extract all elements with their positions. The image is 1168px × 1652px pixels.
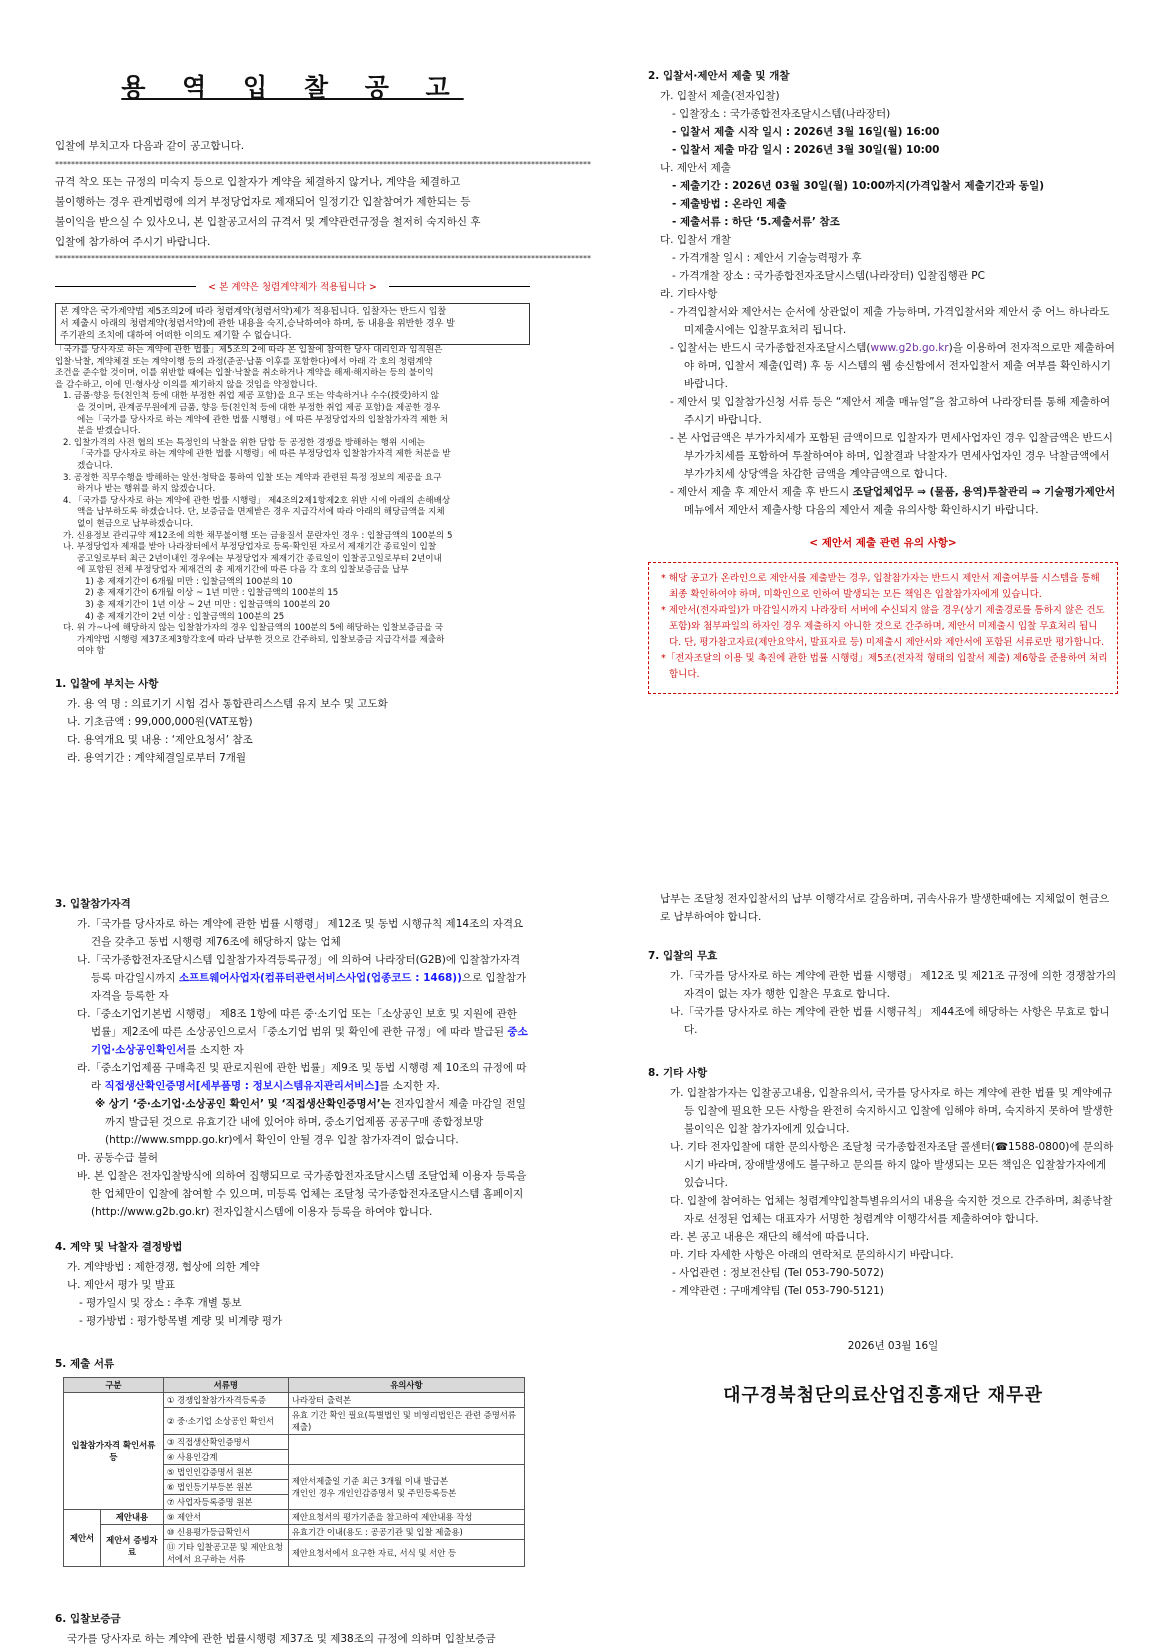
section-3-da [67,1005,530,1059]
section-7-heading: 7. 입찰의 무효 [648,950,718,962]
subgroup-cell: 제안내용 [101,1510,164,1525]
note-cell [288,1465,524,1510]
clean-contract-line: 2. 입찰가격의 사전 협의 또는 특정인의 낙찰을 위한 담합 등 공정한 경쟁을 방해하는 행위 시에는 [63,437,425,448]
box-line: 서 제출시 아래의 청렴계약(청렴서약)에 관한 내용을 숙지,승낙하여야 하며, 동 내용을 위반한 경우 발 [60,319,455,329]
section-3-heading: 3. 입찰참가자격 [55,898,131,910]
section-2-d: 라. 기타사항 [660,288,718,300]
text: 를 소지한 자 [186,1044,244,1056]
section-2-c1: - 가격개찰 일시 : 제안서 기술능력평가 후 [672,252,862,264]
divider [55,286,196,287]
left-column-bottom [55,890,530,1648]
section-2-a1: - 입찰장소 : 국가종합전자조달시스템(나라장터) [672,108,891,120]
section-8-heading: 8. 기타 사항 [648,1067,708,1079]
text: 메뉴에서 제안서 제출사항 다음의 제안서 제출 유의사항 확인하시기 바랍니다. [684,504,1039,516]
doc-cell: ④ 사용인감계 [163,1450,288,1465]
section-8-na: 나. 기타 전자입찰에 대한 문의사항은 조달청 국가종합전자조달 콜센터(☎1588-0800)에 문의하시기 바라며, 장애발생에도 불구하고 문의를 하지 않아 발생되는 모든 책임은 입찰참가자에게 있습니다. [670,1141,1114,1189]
clean-contract-line: 입찰·낙찰, 계약체결 또는 계약이행 등의 과정(준공·납품 이후를 포함한다)에서 아래 각 호의 청렴계약 [55,356,433,367]
issuer-organization: 대구경북첨단의료산업진흥재단 재무관 [723,1385,1043,1406]
table-header-row [64,1378,525,1393]
clean-contract-line: 에 포함된 전체 부정당업자 제재건의 총 제재기간에 따른 다음 각 호의 입찰보증금을 납부 [77,565,409,576]
section-2-b: 나. 제안서 제출 [660,162,731,174]
warning-line: 불이익을 받으실 수 있사오니, 본 입찰공고서의 규격서 및 계약관련규정을 철저히 숙지하신 후 [55,216,481,228]
clean-contract-box [55,303,530,345]
section-2-b3: - 제출서류 : 하단 ‘5.제출서류’ 참조 [672,216,840,228]
clean-contract-line: 1) 총 제재기간이 6개월 미만 : 입찰금액의 100분의 10 [85,576,293,587]
clean-contract-line: 「국가를 당사자로 하는 계약에 관한 법률」제5조의 2에 따라 본 입찰에 참여한 당사 대리인과 임직원은 [55,345,443,355]
table-header: 서류명 [163,1378,288,1393]
group-cell: 입찰참가자격 확인서류 등 [64,1393,164,1510]
section-1-item: 나. 기초금액 : 99,000,000원(VAT포함) [67,716,253,729]
section-1-item: 가. 용 역 명 : 의료기기 시험 검사 통합관리스스템 유지 보수 및 고도화 [67,698,388,711]
clean-contract-heading [55,279,530,293]
section-3-note [67,1095,530,1149]
section-8-body [648,1084,1118,1300]
section-4-heading: 4. 계약 및 낙찰자 결정방법 [55,1241,183,1253]
g2b-link[interactable]: www.g2b.go.kr [870,342,949,354]
section-2-d1: - 가격입찰서와 제안서는 순서에 상관없이 제출 가능하며, 가격입찰서와 제안서 중 어느 하나라도 미제출시에는 입찰무효처리 됩니다. [670,306,1110,336]
box-line: 주기관의 조치에 대하여 어떠한 이의도 제기할 수 없습니다. [60,331,292,341]
clean-contract-line: 다. 위 가~나에 해당하지 않는 입찰참가자의 경우 입찰금액의 100분의 5에 해당하는 입찰보증금을 국 [63,623,444,634]
section-6-body: 국가를 당사자로 하는 계약에 관한 법률시행령 제37조 및 제38조의 규정에 의하며 입찰보증금 [67,1633,496,1645]
section-2-b1: - 제출기간 : 2026년 03월 30일(월) 10:00까지(가격입찰서 제출기간과 동일) [672,180,1045,192]
section-4-na1: - 평가일시 및 장소 : 추후 개별 통보 [79,1297,242,1309]
section-3-ra [67,1059,530,1095]
section-7-ga: 가.「국가를 당사자로 하는 계약에 관한 법률 시행령」 제12조 및 제21조 규정에 의한 경쟁참가의 자격이 없는 자가 행한 입찰은 무효로 합니다. [670,970,1117,1000]
section-1-items [55,695,530,767]
clean-contract-line: 하거나 받는 행위를 하지 않겠습니다. [77,484,216,495]
clean-contract-line: 없이 현금으로 납부하겠습니다. [77,518,194,529]
clean-contract-line: 조건을 준수할 것이며, 이를 위반할 때에는 입찰·낙찰을 취소하거나 계약을 해제·해지하는 등의 불이익 [55,368,434,379]
text: - 제안서 제출 후 제안서 제출 후 반드시 [670,486,853,498]
section-2-heading: 2. 입찰서·제안서 제출 및 개찰 [648,70,790,82]
box-line: 본 계약은 국가계약법 제5조의2에 따라 청렴계약(청렴서약)제가 적용됩니다. 입찰자는 반드시 입찰 [60,307,447,317]
text: 으로 입찰참가자격을 등록한 자 [91,972,527,1002]
section-2-d3: - 제안서 및 입찰참가신청 서류 등은 “제안서 제출 매뉴얼”을 참고하여 나라장터를 통해 제출하여 주시기 바랍니다. [670,396,1111,426]
doc-cell: ⑦ 사업자등록증명 원본 [163,1495,288,1510]
section-2-d4: - 본 사업금액은 부가가치세가 포함된 금액이므로 입찰자가 면세사업자인 경우 입찰금액은 반드시 부가가치세를 포함하여 투찰하여야 하며, 입찰결과 낙찰자가 면세사업자인 경우 낙찰금액에서 부가가치세 상당액을 차감한 금액을 계약금액으로 합니다. [670,432,1113,480]
section-7-body [648,967,1118,1039]
section-4-na: 나. 제안서 평가 및 발표 [67,1279,175,1291]
documents-table [63,1377,525,1567]
clean-contract-line: 겠습니다. [77,460,113,471]
text: )을 이용하여 전자적으로만 제출하여야 하며, 입찰서 제출(입력) 후 동 시스템의 웹 송신함에서 전자입찰서 제출 여부를 확인하시기 바랍니다. [684,342,1115,390]
clean-contract-line: 1. 금품·향응 등(친인척 등에 대한 부정한 취업 제공 포함)을 요구 또는 약속하거나 수수(授受)하지 않 [63,391,439,402]
note-cell: 제안요청서의 평가기준을 참고하여 제안내용 작성 [288,1510,524,1525]
table-row [64,1510,525,1525]
section-2-a2: - 입찰서 제출 시작 일시 : 2026년 3월 16일(월) 16:00 [672,126,940,138]
page-title: 용 역 입 찰 공 고 [121,73,464,102]
section-8-ma: 마. 기타 자세한 사항은 아래의 연락처로 문의하시기 바랍니다. [670,1249,954,1261]
notice-box [648,562,1118,694]
clean-contract-line: 에는「국가를 당사자로 하는 계약에 관한 법률 시행령」에 따른 부정당업자의 입찰참가자격 제한 처 [77,414,448,425]
section-2-body [648,87,1118,519]
section-3-body [55,915,530,1221]
note-line: 개인인 경우 개인인감증명서 및 주민등록등본 [291,1488,457,1498]
note-cell: 유효 기간 확인 필요(특별법인 및 비영리법인은 관련 증명서류 제출) [288,1408,524,1435]
text: 를 소지한 자. [379,1080,440,1092]
warning-block [55,173,530,251]
text: 다.「중소기업기본법 시행령」 제8조 1항에 따른 중·소기업 또는「소상공인 보호 및 지원에 관한 법률」제2조에 따른 소상공인으로서「중소기업 범위 및 확인에 관한 규정」에 따라 발급된 [77,1008,517,1038]
star-divider: ************************************************************************************************************************************** [55,254,591,263]
clean-contract-line: 나. 부정당업자 제재를 받아 나라장터에서 부정당업자로 등록·확인된 자로서 제재기간 종료일이 입찰 [63,542,437,553]
clean-contract-line: 가계약법 시행령 제37조제3항각호에 따라 납부한 것으로 간주하되, 입찰보증금 지급각서를 제출하 [77,634,445,645]
subgroup-cell: 제안서 증빙자료 [101,1525,164,1567]
group-cell: 제안서 [64,1510,101,1567]
notice-line: * 제안서(전자파일)가 마감일시까지 나라장터 서버에 수신되지 않을 경우(상기 제출경로를 통하지 않은 건도 포함)와 첨부파일의 하자인 경우 제출하지 아니한 것으로 간주하며, 제안서 미제출시 입찰 무효처리 됩니다. 단, 평가참고자료(제안요약서, 발표자료 등) 미제출시 제안서와 제안서에 포함된 서류로만 평가합니다. [661,605,1105,648]
clean-contract-line: 4) 총 제재기간이 2년 이상 : 입찰금액의 100분의 25 [85,611,285,622]
section-3-ba: 바. 본 입찰은 전자입찰방식에 의하여 집행되므로 국가종합전자조달시스템 조달업체 이용자 등록을 한 업체만이 입찰에 참여할 수 있으며, 미등록 업체는 조달청 국가종합전자조달시스템 홈페이지(http://www.g2b.go.kr) 전자입찰시스템에 이용자 등록을 하여야 합니다. [77,1170,527,1218]
clean-contract-line: 4. 「국가를 당사자로 하는 계약에 관한 법률 시행령」 제4조의2제1항제2호 위반 시에 아래의 손해배상 [63,495,451,506]
table-header: 구분 [64,1378,164,1393]
doc-cell: ⑩ 신용평가등급확인서 [163,1525,288,1540]
note-cell: 유효기간 이내(용도 : 공공기관 및 입찰 제출용) [288,1525,524,1540]
clean-contract-line: 3. 공정한 직무수행을 방해하는 알선·청탁을 통하여 입찰 또는 계약과 관련된 특정 정보의 제공을 요구 [63,472,442,483]
notice-title: < 제안서 제출 관련 유의 사항> [809,537,957,549]
notice-line: * 해당 공고가 온라인으로 제안서를 제출받는 경우, 입찰참가자는 반드시 제안서 제출여부를 시스템을 통해 최종 확인하여야 하며, 미확인으로 인하여 발생되는 모든 책임은 입찰참가자에게 있습니다. [661,573,1100,600]
right-column-bottom [648,890,1118,1407]
text: 나.「국가종합전자조달시스템 입찰참가자격등록규정」에 의하여 나라장터(G2B)에 입찰참가자격등록 마감일시까지 [77,954,521,984]
section-3-ga: 가.「국가를 당사자로 하는 계약에 관한 법률 시행령」 제12조 및 동법 시행규칙 제14조의 자격요건을 갖추고 동법 시행령 제76조에 해당하지 않는 업체 [77,918,524,948]
section-3-ma: 마. 공동수급 불허 [77,1152,159,1164]
doc-cell: ⑤ 법인인감증명서 원본 [163,1465,288,1480]
section-5-heading: 5. 제출 서류 [55,1358,115,1370]
section-8-contact: - 계약관련 : 구매계약팀 (Tel 053-790-5121) [672,1285,884,1297]
clean-contract-line: 액을 납부하도록 하겠습니다. 단, 보증금을 면제받은 경우 지급각서에 따라 아래의 해당금액을 지체 [77,507,445,518]
doc-cell: ⑨ 제안서 [163,1510,288,1525]
highlight: 소프트웨어사업자(컴퓨터관련서비스사업(업종코드 : 1468)) [178,972,462,984]
text: 라.「중소기업제품 구매촉진 및 판로지원에 관한 법률」제9조 및 동법 시행령 제 10조의 규정에 따라 [77,1062,527,1092]
text: 전자입찰서 제출 마감일 전일까지 발급된 것으로 유효기간 내에 있어야 하며, 중소기업제품 공공구매 종합정보망(http://www.smpp.go.kr)에서 확인이 안될 경우 입찰 참가자격이 없습니다. [105,1098,526,1146]
clean-contract-line: 을 것이며, 관계공무원에게 금품, 향응 등(친인척 등에 대한 부정한 취업 제공 포함)을 제공한 경우 [77,402,441,413]
section-1-item: 다. 용역개요 및 내용 : ‘제안요청서’ 참조 [67,734,253,747]
section-2-a3: - 입찰서 제출 마감 일시 : 2026년 3월 30일(월) 10:00 [672,144,940,156]
section-4-na2: - 평가방법 : 평가항목별 계량 및 비계량 평가 [79,1315,283,1327]
clean-contract-line: 을 감수하고, 이에 민·형사상 이의를 제기하지 않을 것임을 약정합니다. [55,379,318,390]
clean-contract-line: 여야 함 [77,646,105,657]
clean-contract-body [55,345,530,658]
doc-cell: ① 경쟁입찰참가자격등록증 [163,1393,288,1408]
intro-text: 입찰에 부치고자 다음과 같이 공고합니다. [55,140,245,152]
clean-contract-line: 3) 총 제재기간이 1년 이상 ~ 2년 미만 : 입찰금액의 100분의 20 [85,600,330,611]
doc-cell: ③ 직접생산확인증명서 [163,1435,288,1450]
divider [389,286,530,287]
highlight: 직접생산확인증명서[세부품명 : 정보시스템유지관리서비스] [104,1080,380,1092]
section-2-d5 [660,483,1118,519]
notice-line: *「전자조달의 이용 및 촉진에 관한 법률 시행령」제5조(전자적 형태의 입찰서 제출) 제6항을 준용하여 처리합니다. [661,653,1108,680]
warning-line: 불이행하는 경우 관계법령에 의거 부정당업자로 제재되어 일정기간 입찰참여가 제한되는 등 [55,196,471,208]
section-8-ga: 가. 입찰참가자는 입찰공고내용, 입찰유의서, 국가를 당사자로 하는 계약에 관한 법률 및 계약예규 등 입찰에 필요한 모든 사항을 완전히 숙지하시고 입찰에 임해야 하며, 숙지하지 못하여 발생한 불이익은 입찰 참가자에게 있습니다. [670,1087,1113,1135]
note-cell: 제안요청서에서 요구한 자료, 서식 및 서안 등 [288,1540,524,1567]
section-2-c2: - 가격개찰 장소 : 국가종합전자조달시스템(나라장터) 입찰집행관 PC [672,270,985,282]
note-line: 제안서제출일 기준 최근 3개월 이내 발급본 [291,1476,448,1486]
clean-contract-line: 분을 받겠습니다. [77,426,141,437]
section-2-b2: - 제출방법 : 온라인 제출 [672,198,787,210]
section-6-continued: 납부는 조달청 전자입찰서의 납부 이행각서로 갈음하며, 귀속사유가 발생한때에는 지체없이 현금으로 납부하여야 합니다. [660,893,1110,923]
left-column-top [55,60,591,767]
section-4-ga: 가. 계약방법 : 제한경쟁, 협상에 의한 계약 [67,1261,260,1273]
clean-contract-line: 공고일로부터 최근 2년이내인 경우에는 부정당업자 제재기간 종료일이 입찰공고일로부터 2년이내 [77,553,442,564]
section-6-heading: 6. 입찰보증금 [55,1613,121,1625]
note-cell [288,1435,524,1465]
star-divider: ************************************************************************************************************************************** [55,160,591,169]
section-4-body [55,1258,530,1330]
section-1-heading: 1. 입찰에 부치는 사항 [55,678,159,691]
table-row [64,1525,525,1540]
section-8-contact: - 사업관련 : 정보전산팀 (Tel 053-790-5072) [672,1267,884,1279]
section-2-a: 가. 입찰서 제출(전자입찰) [660,90,780,102]
clean-contract-line: 2) 총 제재기간이 6개월 이상 ~ 1년 미만 : 입찰금액의 100분의 15 [85,588,339,599]
doc-cell: ② 중·소기업 소상공인 확인서 [163,1408,288,1435]
note-bold: ※ 상기 ‘중·소기업·소상공인 확인서’ 및 ‘직접생산확인증명서’는 [95,1098,391,1110]
section-2-d2 [660,339,1118,393]
right-column-top [648,60,1118,694]
table-header: 유의사항 [288,1378,524,1393]
section-8-ra: 라. 본 공고 내용은 재단의 해석에 따릅니다. [670,1231,870,1243]
section-1-item: 라. 용역기간 : 계약체결일로부터 7개월 [67,752,247,765]
menu-path: 조달업체업무 ⇒ (물품, 용역)투찰관리 ⇒ 기술평가제안서 [852,486,1116,498]
clean-contract-line: 「국가를 당사자로 하는 계약에 관한 법률 시행령」에 따른 부정당업자 입찰참가자격 제한 처분을 받 [77,449,451,460]
text: - 입찰서는 반드시 국가종합전자조달시스템( [670,342,871,354]
section-2-c: 다. 입찰서 개찰 [660,234,731,246]
section-7-na: 나.「국가를 당사자로 하는 계약에 관한 법률 시행규칙」 제44조에 해당하는 사항은 무효로 합니다. [670,1006,1110,1036]
section-8-da: 다. 입찰에 참여하는 업체는 청렴계약입찰특별유의서의 내용을 숙지한 것으로 간주하며, 최종낙찰자로 선정된 업체는 대표자가 서명한 청렴계약 이행각서를 제출하여야 합니다. [670,1195,1113,1225]
highlight: 중소기업·소상공인확인서 [91,1026,528,1056]
clean-contract-line: 가. 신용정보 관리규약 제12조에 의한 채무불이행 또는 금융질서 문란자인 경우 : 입찰금액의 100분의 5 [63,530,453,541]
clean-contract-heading-text: < 본 계약은 청렴계약제가 적용됩니다 > [208,282,377,293]
doc-cell: ⑥ 법인등기부등본 원본 [163,1480,288,1495]
note-cell: 나라장터 출력본 [288,1393,524,1408]
table-row [64,1393,525,1408]
doc-cell: ⑪ 기타 입찰공고문 및 제안요청서에서 요구하는 서류 [163,1540,288,1567]
warning-line: 규격 착오 또는 규정의 미숙지 등으로 입찰자가 계약을 체결하지 않거나, 계약을 체결하고 [55,176,461,188]
warning-line: 입찰에 참가하여 주시기 바랍니다. [55,236,211,248]
section-3-na [67,951,530,1005]
notice-date: 2026년 03월 16일 [847,1340,939,1352]
